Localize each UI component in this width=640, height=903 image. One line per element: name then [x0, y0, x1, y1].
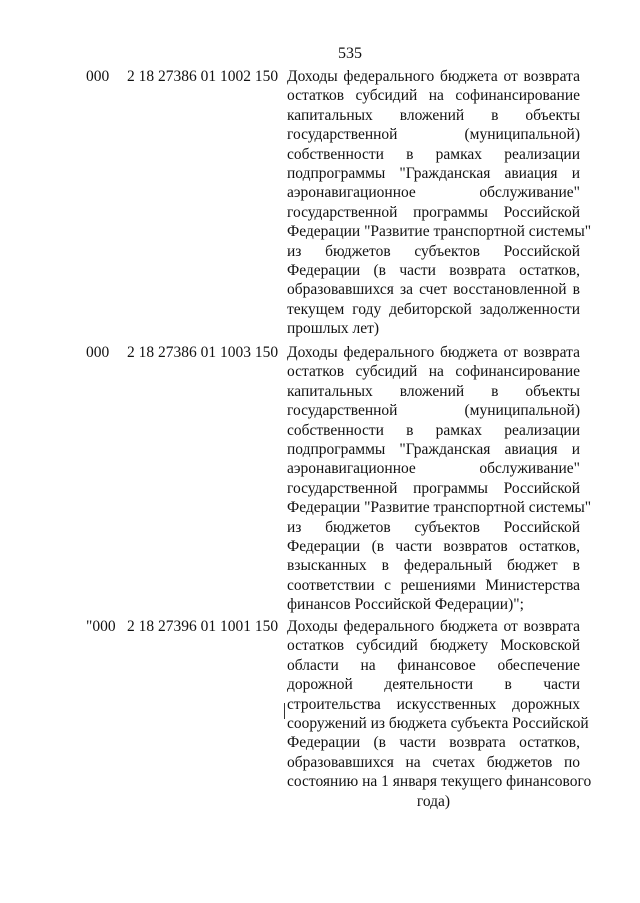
entry-code: 000 [86, 68, 110, 85]
entry-description [287, 67, 592, 339]
text-line: собственности в рамках реализации [287, 421, 580, 439]
text-line: государственной программы Российской [287, 203, 580, 221]
text-line: взысканных в федеральный бюджет в [287, 557, 580, 575]
text-line: государственной программы Российской [287, 479, 580, 497]
text-line: государственной (муниципальной) [287, 402, 580, 420]
text-line: года) [416, 792, 451, 810]
entry-description [287, 617, 592, 811]
text-line: капитальных вложений в объекты [287, 106, 580, 124]
text-line: из бюджетов субъектов Российской [287, 518, 580, 536]
text-line: Доходы федерального бюджета от возврата [287, 344, 580, 361]
text-line: прошлых лет) [287, 320, 380, 338]
text-line: из бюджетов субъектов Российской [287, 242, 580, 260]
text-line: остатков субсидий на софинансирование [287, 87, 580, 105]
text-line: Доходы федерального бюджета от возврата [287, 618, 580, 635]
entry-kbk-code: 2 18 27386 01 1002 150 [127, 68, 279, 85]
text-line: образовавшихся за счет восстановленной в [287, 281, 580, 299]
text-line: сооружений из бюджета субъекта Российской [287, 715, 589, 733]
text-line: состоянию на 1 января текущего финансового [287, 773, 592, 791]
text-line: подпрограммы "Гражданская авиация и [287, 441, 580, 459]
text-line: соответствии с решениями Министерства [287, 576, 580, 594]
text-line: финансов Российской Федерации)"; [287, 596, 524, 614]
text-line: аэронавигационное обслуживание" [287, 184, 580, 202]
text-line: остатков субсидий бюджету Московской [287, 637, 580, 655]
entry-kbk-code: 2 18 27386 01 1003 150 [127, 344, 279, 361]
text-line: аэронавигационное обслуживание" [287, 460, 580, 478]
text-line: Доходы федерального бюджета от возврата [287, 68, 580, 85]
text-line: Федерации "Развитие транспортной системы" [287, 499, 592, 517]
text-line: собственности в рамках реализации [287, 145, 580, 163]
entry-code: "000 [86, 618, 116, 635]
text-line: государственной (муниципальной) [287, 126, 580, 144]
text-line: образовавшихся на счетах бюджетов по [287, 753, 580, 771]
text-line: остатков субсидий на софинансирование [287, 363, 580, 381]
text-cursor-mark [284, 703, 285, 719]
entry-description [287, 343, 592, 615]
page-number: 535 [338, 45, 362, 62]
text-line: строительства искусственных дорожных [287, 695, 580, 713]
entry-kbk-code: 2 18 27396 01 1001 150 [127, 618, 279, 635]
entry-code: 000 [86, 344, 110, 361]
text-line: капитальных вложений в объекты [287, 382, 580, 400]
text-line: Федерации (в части возврата остатков, [287, 734, 580, 752]
text-line: Федерации "Развитие транспортной системы" [287, 223, 592, 241]
text-line: текущем году дебиторской задолженности [287, 300, 580, 318]
text-line: области на финансовое обеспечение [287, 656, 580, 674]
text-line: подпрограммы "Гражданская авиация и [287, 165, 580, 183]
text-line: дорожной деятельности в части [287, 676, 580, 694]
text-line: Федерации (в части возврата остатков, [287, 262, 580, 280]
text-line: Федерации (в части возвратов остатков, [287, 538, 580, 556]
